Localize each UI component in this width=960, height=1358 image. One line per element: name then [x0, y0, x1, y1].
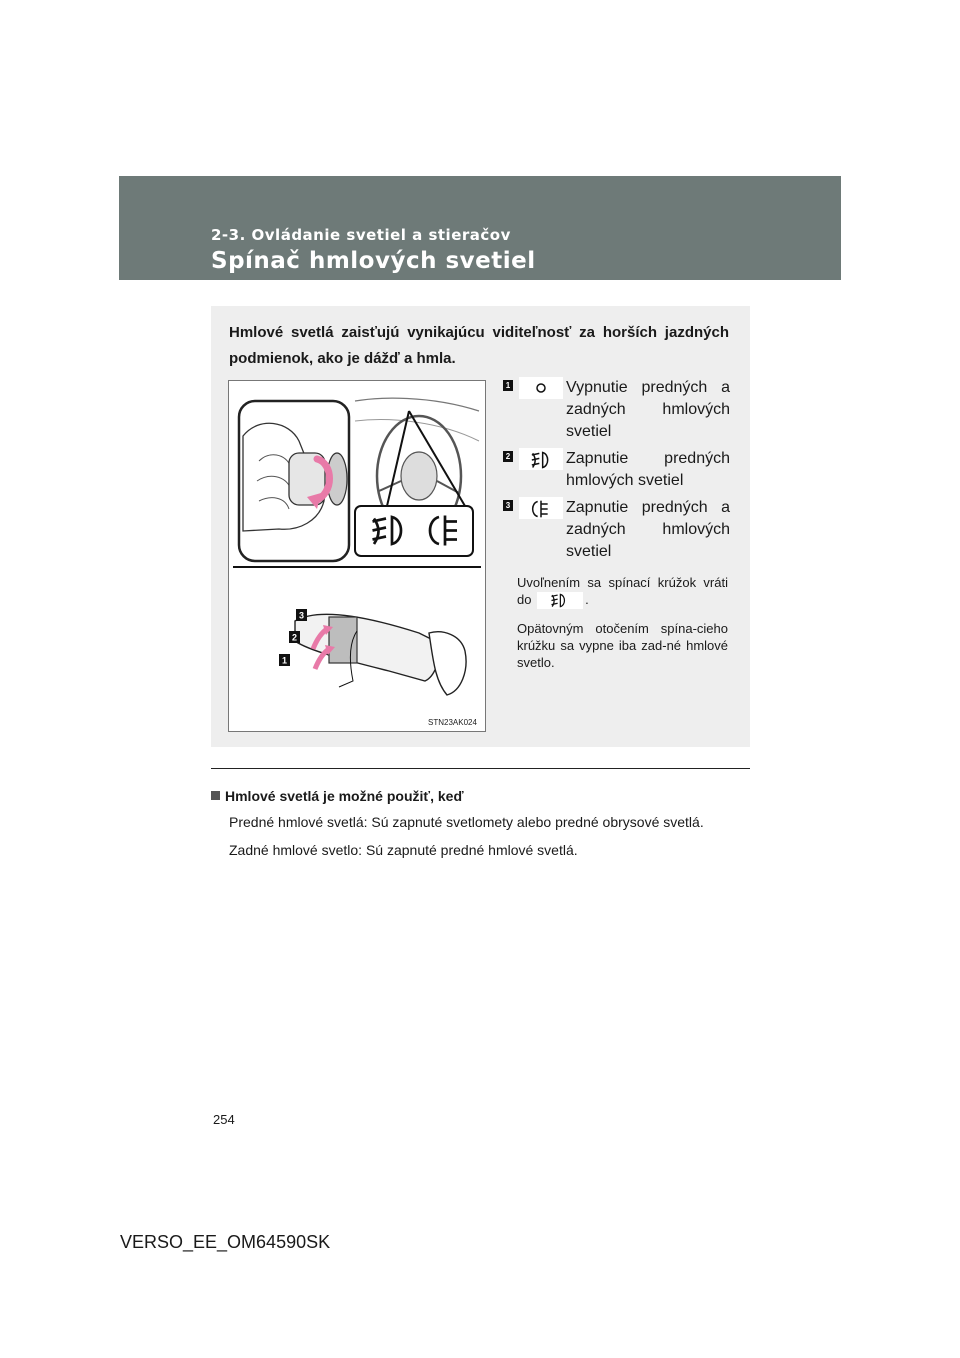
step-badge: 3: [503, 500, 513, 511]
page-title: Spínač hmlových svetiel: [211, 248, 536, 274]
rear-condition: Zadné hmlové svetlo: Sú zapnuté predné hmlové svetlá.: [229, 842, 578, 858]
release-note: [517, 574, 728, 609]
lever-stalk: [295, 614, 439, 681]
callout-2-label: 2: [291, 632, 298, 643]
step-text: Zapnutie predných a zadných hmlových svetiel: [566, 499, 730, 560]
step-text: Vypnutie predných a zadných hmlových svetiel: [566, 379, 730, 440]
step-badge: 2: [503, 451, 513, 462]
page-number: 254: [213, 1112, 235, 1127]
front-condition: Predné hmlové svetlá: Sú zapnuté svetlomety alebo predné obrysové svetlá.: [229, 814, 704, 830]
intro-text: Hmlové svetlá zaisťujú vynikajúcu viditeľnosť za horších jazdných podmienok, ako je dážď a hmla.: [229, 324, 729, 367]
fog-switch-illustration: [228, 380, 486, 732]
repeat-note: Opätovným otočením spína-cieho krúžku sa vypne iba zad-né hmlové svetlo.: [517, 621, 728, 670]
step-badge: 1: [503, 380, 513, 391]
callout-1-label: 1: [281, 655, 288, 666]
section-label: 2-3. Ovládanie svetiel a stieračov: [211, 226, 511, 244]
square-bullet-icon: [211, 791, 220, 800]
step-text: Zapnutie predných hmlových svetiel: [566, 450, 730, 489]
callout-3-label: 3: [298, 610, 305, 621]
conditions-heading-text: Hmlové svetlá je možné použiť, keď: [225, 788, 464, 804]
front-fog-light-icon: [550, 593, 568, 608]
section-divider: [211, 768, 750, 769]
rear-fog-light-icon: [531, 499, 551, 519]
release-note-text: Uvoľnením sa spínací krúžok vráti do: [517, 575, 728, 607]
document-code: VERSO_EE_OM64590SK: [120, 1232, 331, 1252]
figure-code: STN23AK024: [428, 718, 477, 727]
off-ring-icon: [531, 379, 551, 397]
front-fog-light-icon: [531, 450, 551, 470]
release-note-end: .: [585, 592, 589, 607]
conditions-heading: [211, 788, 464, 804]
